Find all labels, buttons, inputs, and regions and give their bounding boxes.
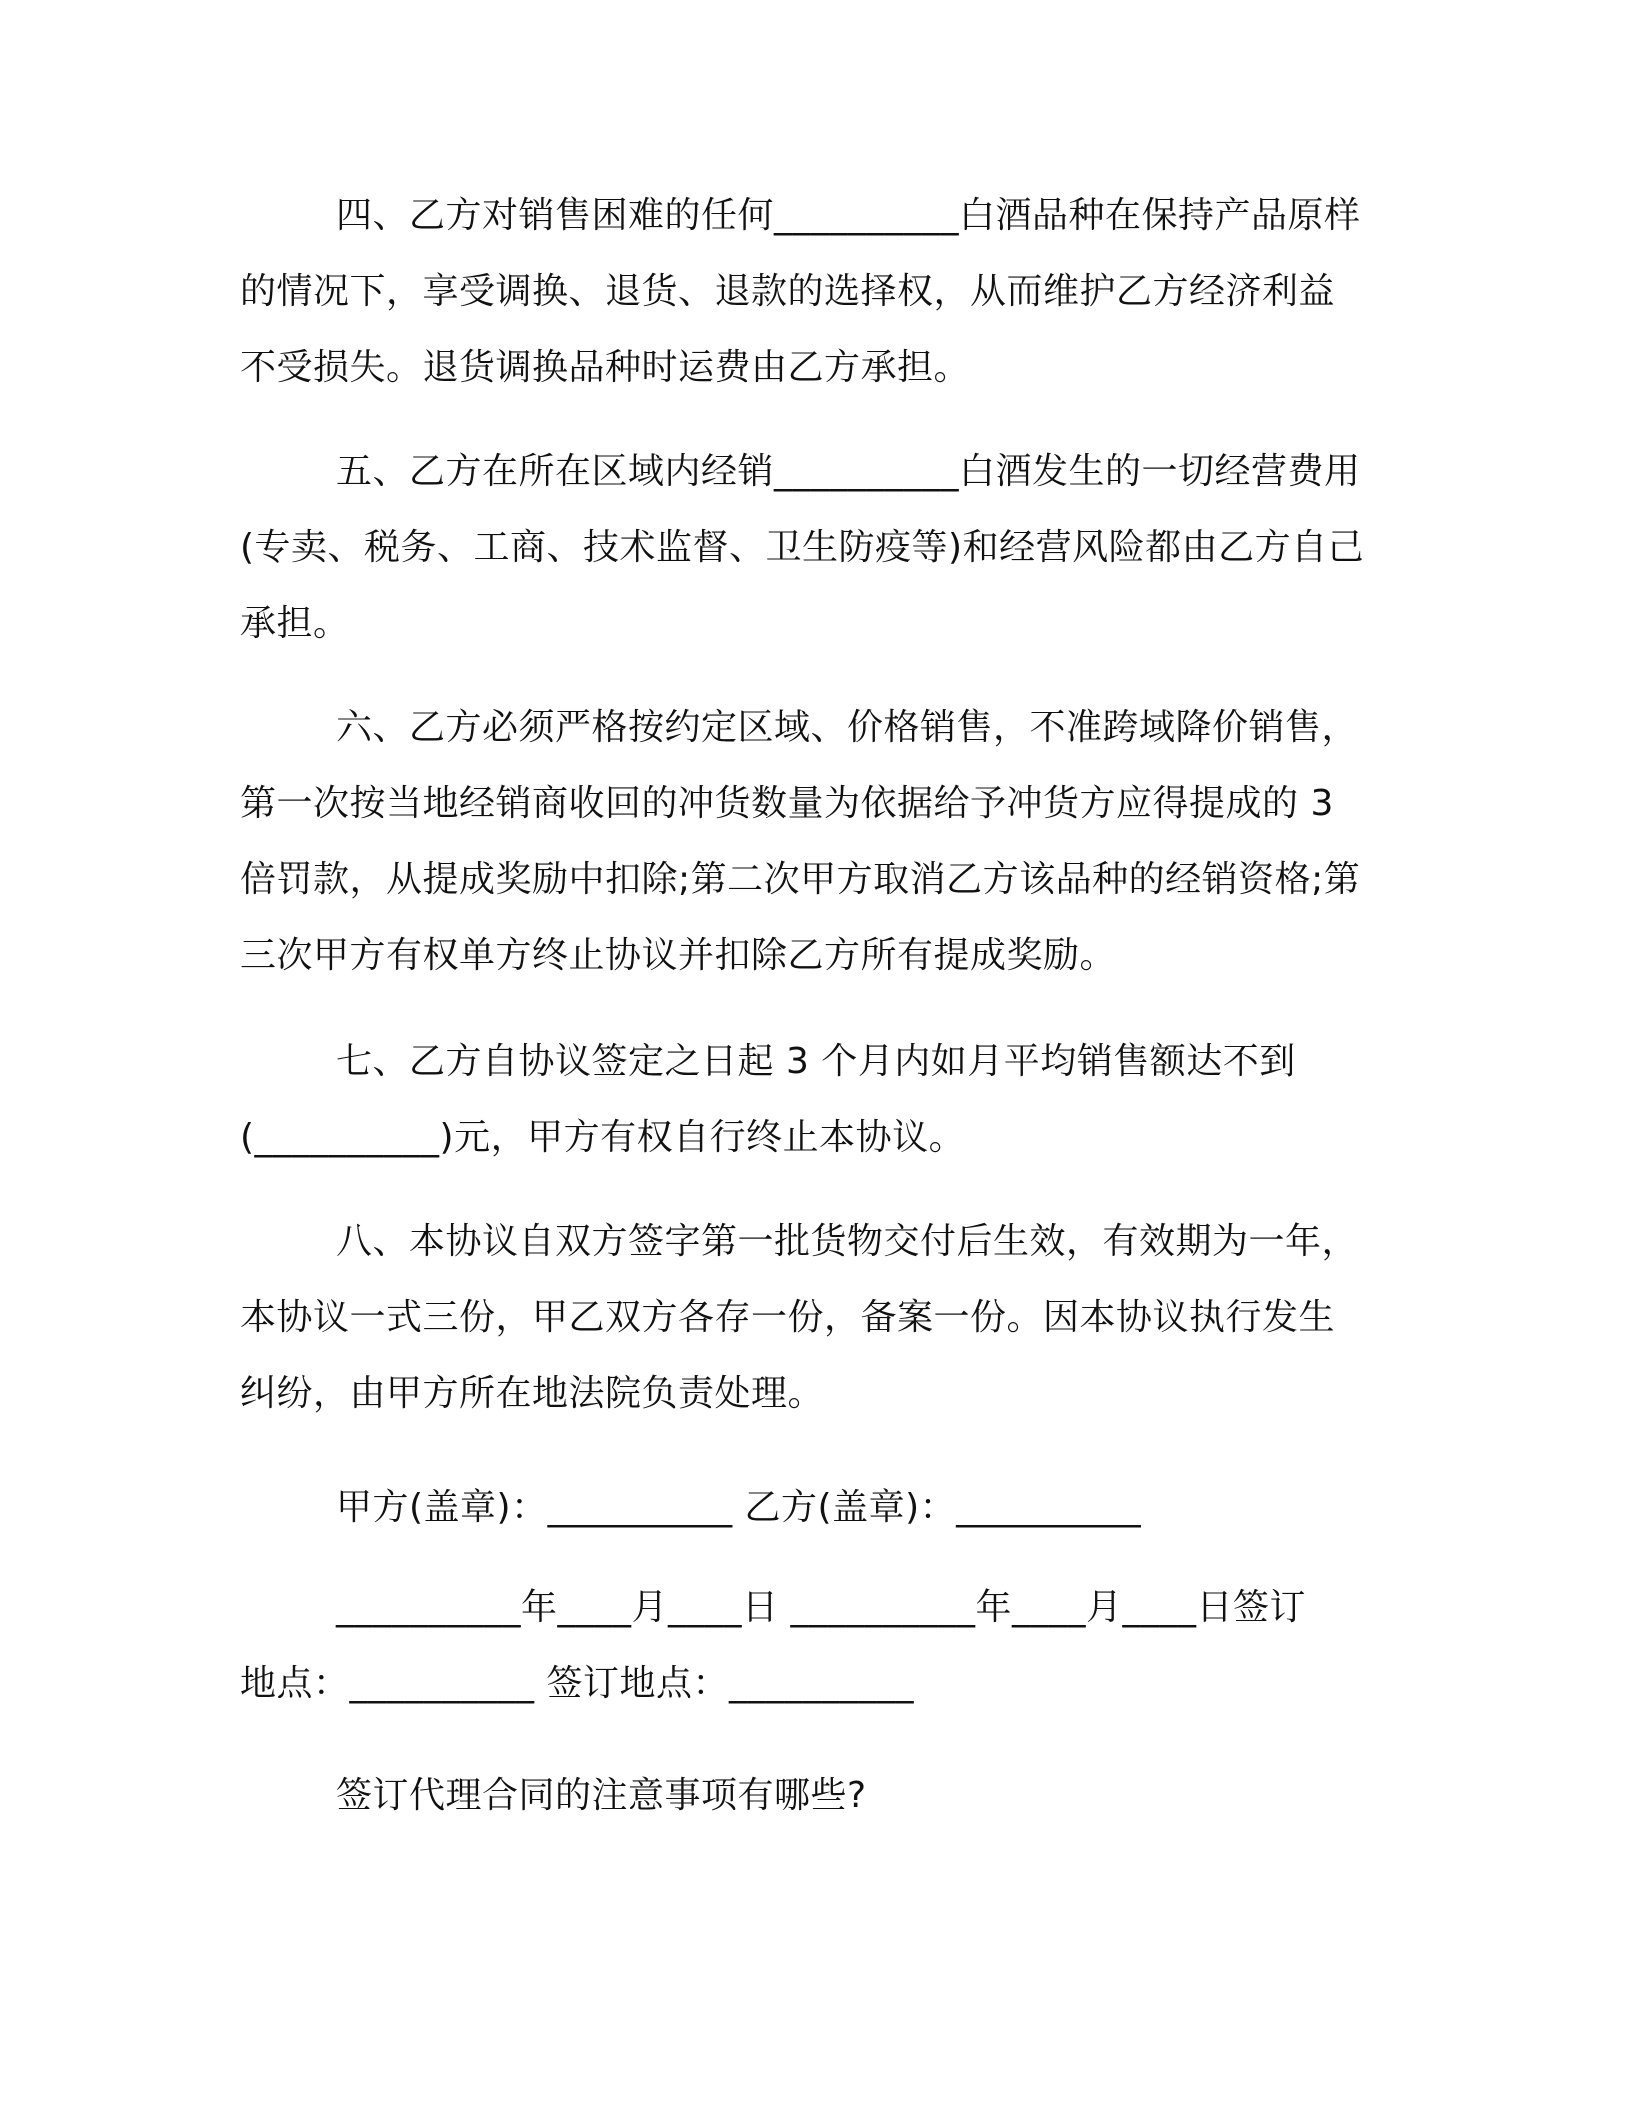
clause-8-line-1: 八、本协议自双方签字第一批货物交付后生效，有效期为一年， (336, 1221, 1359, 1262)
clause-6-line-4: 三次甲方有权单方终止协议并扣除乙方所有提成奖励。 (240, 935, 1117, 976)
question-heading: 签订代理合同的注意事项有哪些? (336, 1775, 867, 1816)
clause-6-line-3: 倍罚款，从提成奖励中扣除;第二次甲方取消乙方该品种的经销资格;第 (240, 859, 1361, 900)
clause-8-line-2: 本协议一式三份，甲乙双方各存一份，备案一份。因本协议执行发生 (240, 1297, 1336, 1338)
clause-7-line-1: 七、乙方自协议签定之日起 3 个月内如月平均销售额达不到 (336, 1041, 1296, 1082)
signature-parties-line: 甲方(盖章)：__________ 乙方(盖章)：__________ (336, 1487, 1142, 1528)
clause-7-line-2: (__________)元，甲方有权自行终止本协议。 (240, 1117, 966, 1158)
clause-6-line-1: 六、乙方必须严格按约定区域、价格销售，不准跨域降价销售， (336, 707, 1359, 748)
clause-5-line-1: 五、乙方在所在区域内经销__________白酒发生的一切经营费用 (336, 451, 1361, 492)
clause-5-line-2: (专卖、税务、工商、技术监督、卫生防疫等)和经营风险都由乙方自己 (240, 527, 1365, 568)
clause-4-line-1: 四、乙方对销售困难的任何__________白酒品种在保持产品原样 (336, 195, 1361, 236)
clause-4-line-3: 不受损失。退货调换品种时运费由乙方承担。 (240, 347, 971, 388)
clause-6-line-2: 第一次按当地经销商收回的冲货数量为依据给予冲货方应得提成的 3 (240, 783, 1334, 824)
signature-dates-line: __________年____月____日 __________年____月____日签订 (336, 1587, 1306, 1628)
clause-5-line-3: 承担。 (240, 603, 350, 644)
signature-place-line: 地点：__________ 签订地点：__________ (240, 1663, 914, 1704)
clause-4-line-2: 的情况下，享受调换、退货、退款的选择权，从而维护乙方经济利益 (240, 271, 1336, 312)
clause-8-line-3: 纠纷，由甲方所在地法院负责处理。 (240, 1373, 825, 1414)
